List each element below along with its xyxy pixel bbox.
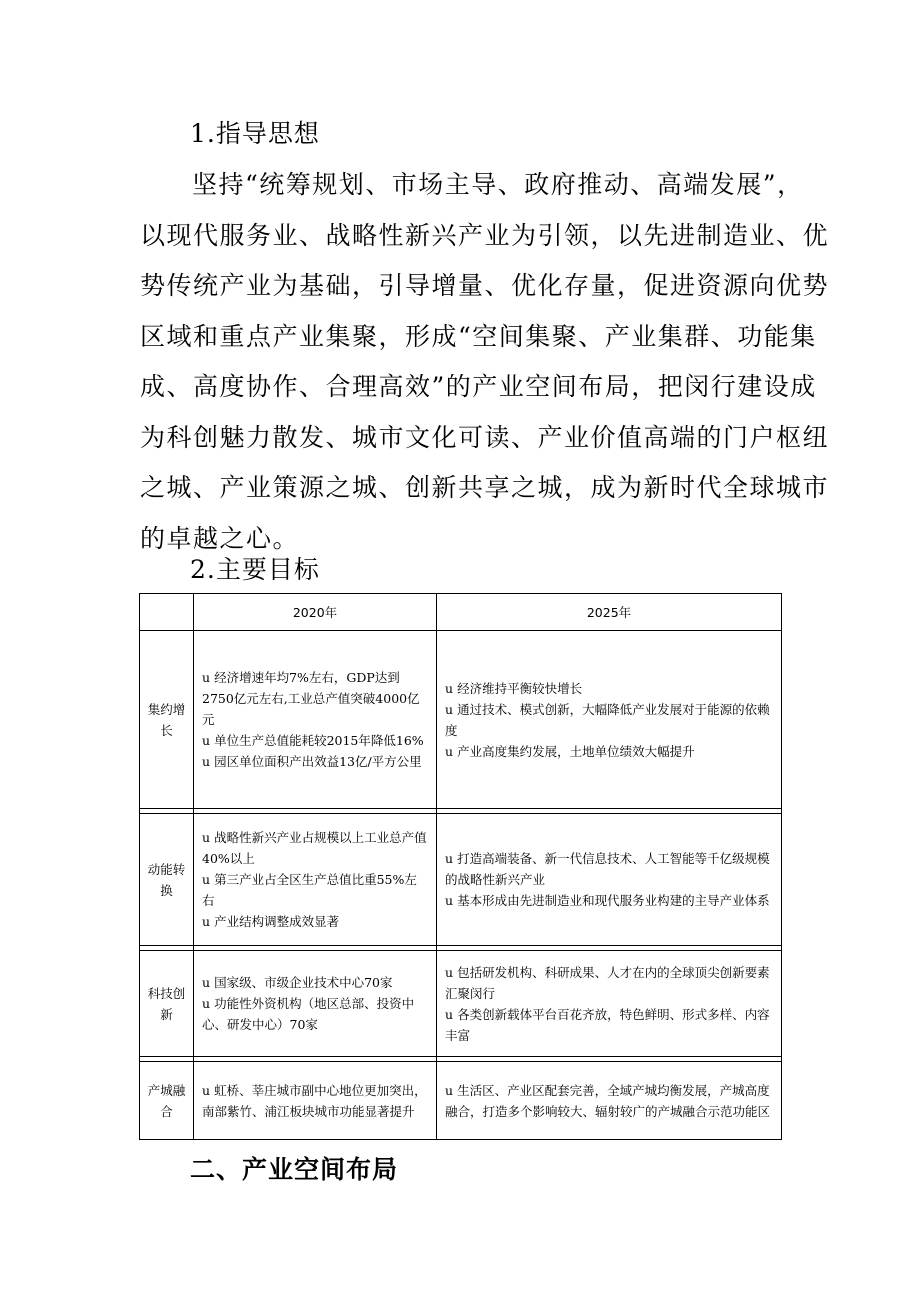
table-row: [140, 631, 782, 809]
bullet-marker: u: [445, 1006, 454, 1022]
bullet-text: 国家级、市级企业技术中心70家: [214, 975, 393, 990]
bullet-marker: u: [445, 680, 454, 696]
goal-bullet: [202, 993, 428, 1035]
bullet-marker: u: [202, 872, 211, 887]
bullet-text: 生活区、产业区配套完善，全域产城均衡发展，产城高度融合，打造多个影响较大、辐射较广的产城融合示范功能区: [445, 1082, 771, 1119]
bullet-marker: u: [445, 851, 454, 866]
bullet-text: 虹桥、莘庄城市副中心地位更加突出，南部紫竹、浦江板块城市功能显著提升: [202, 1082, 427, 1119]
goal-bullet: [202, 1080, 428, 1122]
goal-2025-cell: [437, 814, 782, 946]
bullet-marker: u: [202, 754, 211, 769]
goal-2025-cell: [437, 1062, 782, 1140]
section-heading: 二、产业空间布局: [190, 1155, 399, 1184]
bullet-marker: u: [445, 743, 454, 759]
bullet-marker: u: [202, 670, 211, 685]
bullet-marker: u: [445, 893, 454, 908]
goal-2020-cell: [194, 1062, 437, 1140]
goal-bullet: [202, 911, 428, 932]
bullet-text: 打造高端装备、新一代信息技术、人工智能等千亿级规模的战略性新兴产业: [445, 851, 770, 887]
bullet-text: 经济维持平衡较快增长: [457, 680, 583, 696]
header-2020: 2020年: [194, 594, 437, 631]
paragraph-line: 以现代服务业、战略性新兴产业为引领，以先进制造业、优: [140, 220, 830, 250]
goal-bullet: [445, 1004, 773, 1046]
bullet-text: 功能性外资机构（地区总部、投资中心、研发中心）70家: [202, 996, 415, 1032]
goal-bullet: [445, 890, 773, 911]
bullet-marker: u: [202, 733, 211, 748]
bullet-text: 基本形成由先进制造业和现代服务业构建的主导产业体系: [457, 893, 770, 908]
category-cell: 科技创新: [140, 951, 194, 1057]
goal-bullet: [445, 678, 773, 699]
paragraph-line: 的卓越之心。: [140, 523, 300, 553]
bullet-marker: u: [445, 964, 454, 980]
paragraph-line: 之城、产业策源之城、创新共享之城，成为新时代全球城市: [140, 473, 830, 502]
bullet-marker: u: [202, 996, 211, 1011]
category-cell: 集约增长: [140, 631, 194, 809]
bullet-text: 战略性新兴产业占规模以上工业总产值40%以上: [202, 830, 427, 866]
bullet-text: 园区单位面积产出效益13亿/平方公里: [214, 754, 422, 769]
goal-bullet: [202, 972, 428, 993]
bullet-marker: u: [202, 1082, 211, 1098]
bullet-text: 第三产业占全区生产总值比重55%左右: [202, 872, 417, 908]
paragraph-line: 坚持“统筹规划、市场主导、政府推动、高端发展”，: [192, 170, 804, 199]
header-2025: 2025年: [437, 594, 782, 631]
goal-2020-cell: [194, 631, 437, 809]
bullet-text: 通过技术、模式创新，大幅降低产业发展对于能源的依赖度: [445, 701, 770, 738]
table-header-row: [140, 594, 782, 631]
goal-bullet: [445, 962, 773, 1004]
goal-bullet: [445, 848, 773, 890]
bullet-text: 产业结构调整成效显著: [214, 914, 340, 929]
paragraph-line: 成、高度协作、合理高效”的产业空间布局，把闵行建设成: [140, 372, 817, 401]
bullet-marker: u: [202, 975, 211, 990]
bullet-text: 产业高度集约发展，土地单位绩效大幅提升: [457, 743, 695, 759]
bullet-marker: u: [445, 701, 454, 717]
goal-bullet: [445, 699, 773, 741]
bullet-text: 经济增速年均7%左右，GDP达到2750亿元左右,工业总产值突破4000亿元: [202, 670, 420, 727]
paragraph-line: 势传统产业为基础，引导增量、优化存量，促进资源向优势: [140, 271, 830, 300]
goals-table: [139, 593, 782, 1140]
bullet-marker: u: [202, 830, 211, 845]
guiding-heading: 1.指导思想: [190, 119, 320, 148]
goal-bullet: [202, 827, 428, 869]
goal-bullet: [202, 730, 428, 751]
goal-bullet: [202, 667, 428, 730]
goal-2025-cell: [437, 631, 782, 809]
goal-2020-cell: [194, 814, 437, 946]
bullet-text: 包括研发机构、科研成果、人才在内的全球顶尖创新要素汇聚闵行: [445, 964, 770, 1001]
goal-2025-cell: [437, 951, 782, 1057]
table-row: [140, 814, 782, 946]
paragraph-line: 为科创魅力散发、城市文化可读、产业价值高端的门户枢纽: [140, 422, 830, 452]
paragraph-line: 区域和重点产业集聚，形成“空间集聚、产业集群、功能集: [140, 321, 817, 351]
guiding-paragraph: [140, 160, 830, 564]
bullet-marker: u: [445, 1082, 454, 1098]
bullet-text: 各类创新载体平台百花齐放，特色鲜明、形式多样、内容丰富: [445, 1006, 770, 1043]
goal-bullet: [202, 869, 428, 911]
goal-bullet: [445, 741, 773, 762]
goal-bullet: [445, 1080, 773, 1122]
goals-heading: 2.主要目标: [190, 555, 320, 584]
bullet-marker: u: [202, 914, 211, 929]
header-blank-cell: [140, 594, 194, 631]
goal-2020-cell: [194, 951, 437, 1057]
bullet-text: 单位生产总值能耗较2015年降低16%: [214, 733, 424, 748]
category-cell: 动能转换: [140, 814, 194, 946]
category-cell: 产城融合: [140, 1062, 194, 1140]
table-row: [140, 951, 782, 1057]
goal-bullet: [202, 751, 428, 772]
table-row: [140, 1062, 782, 1140]
